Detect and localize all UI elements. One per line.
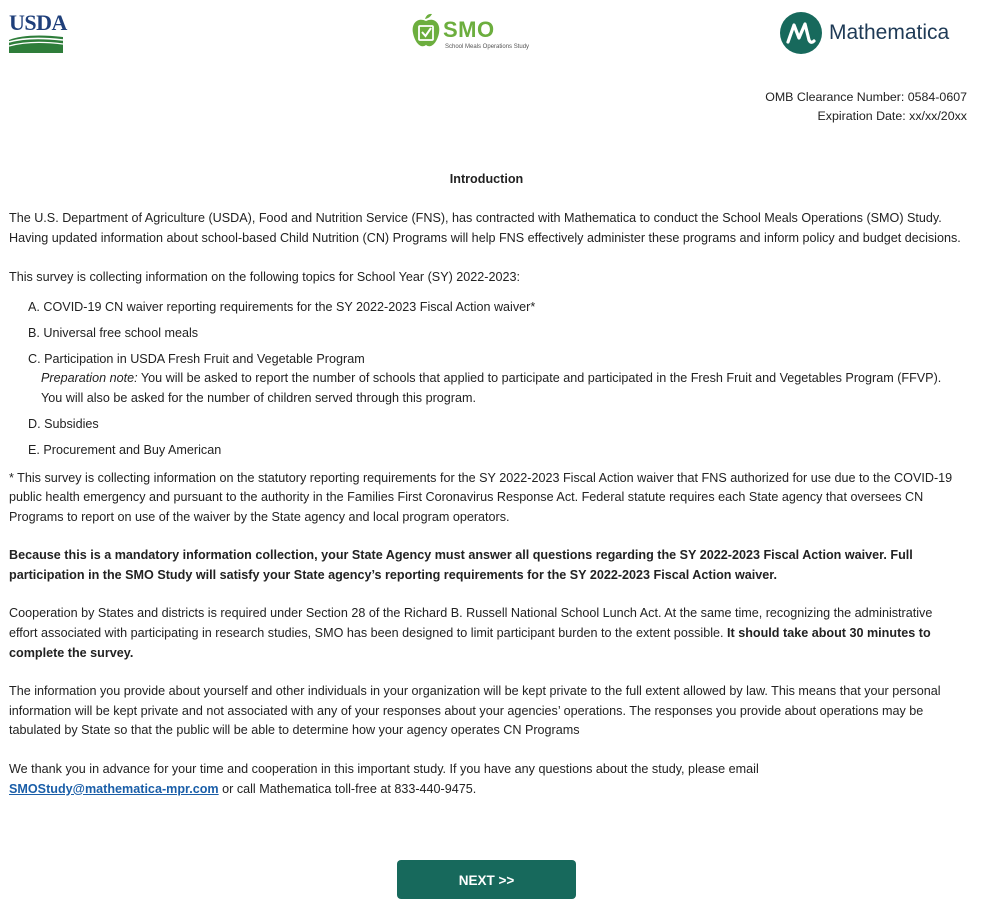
usda-logo-swoosh-icon <box>9 33 63 53</box>
mandatory-notice: Because this is a mandatory information collection, your State Agency must answer all questions regarding the SY 2022-2023 Fiscal Action waiver. Full participation in the SMO Study will satisfy your State agency’s reporting requirements for the SY 2022-2023 Fiscal Action waiver. <box>9 548 913 582</box>
topics-intro: This survey is collecting information on the following topics for School Year (SY) 2022-2023: <box>9 270 521 285</box>
usda-logo-text: USDA <box>9 10 67 35</box>
privacy-paragraph: The information you provide about yourself and other individuals in your organization will be kept private to the full extent allowed by law. This means that your personal information will be kept private and not associated with any of your responses about your agencies’ operations. The responses you provide about operations may be tabulated by State so that the public will be able to determine how your agency operates CN Programs <box>9 684 941 738</box>
intro-paragraph: The U.S. Department of Agriculture (USDA), Food and Nutrition Service (FNS), has contracted with Mathematica to conduct the School Meals Operations (SMO) Study. Having updated information about school-based Child Nutrition (CN) Programs will help FNS effectively administer these programs and inform policy and budget decisions. <box>9 211 961 245</box>
omb-info <box>765 88 967 126</box>
mathematica-logo <box>779 11 969 55</box>
footnote: * This survey is collecting information on the statutory reporting requirements for the SY 2022-2023 Fiscal Action waiver that FNS authorized for use due to the COVID-19 public health emergency and pursuant to the authority in the Families First Coronavirus Response Act. Federal statute requires each State agency that oversees CN Programs to report on use of the waiver by the State agency and local program operators. <box>9 470 953 524</box>
topic-item-c <box>28 350 964 409</box>
intro-content <box>9 209 964 818</box>
usda-logo <box>9 10 67 52</box>
topic-item-c-label: C. Participation in USDA Fresh Fruit and Vegetable Program <box>28 351 365 366</box>
preparation-note <box>28 369 946 408</box>
smo-logo-subtitle: School Meals Operations Study <box>445 44 530 50</box>
phone-text: or call Mathematica toll-free at 833-440-9475. <box>218 781 477 796</box>
topic-item-a: A. COVID-19 CN waiver reporting requirements for the SY 2022-2023 Fiscal Action waiver* <box>28 299 536 314</box>
topic-item-d: D. Subsidies <box>28 416 99 431</box>
mathematica-logo-text: Mathematica <box>829 21 950 44</box>
cooperation-text: Cooperation by States and districts is required under Section 28 of the Richard B. Russell National School Lunch Act. At the same time, recognizing the administrative effort associated with participating in research studies, SMO has been designed to limit participant burden to the extent possible. <box>9 606 933 641</box>
topic-item-e: E. Procurement and Buy American <box>28 442 222 457</box>
completion-time: It should take about 30 minutes to complete the survey. <box>9 626 931 660</box>
page-title: Introduction <box>449 172 524 186</box>
contact-paragraph <box>9 760 964 799</box>
topic-item-b: B. Universal free school meals <box>28 325 199 340</box>
omb-clearance-number: OMB Clearance Number: 0584-0607 <box>765 90 967 104</box>
email-link[interactable]: SMOStudy@mathematica-mpr.com <box>9 781 219 796</box>
thanks-text: We thank you in advance for your time and cooperation in this important study. If you have any questions about the study, please email <box>9 762 759 777</box>
preparation-note-label: Preparation note: <box>41 371 138 386</box>
omb-expiration-date: Expiration Date: xx/xx/20xx <box>817 109 967 123</box>
preparation-note-text: You will be asked to report the number of schools that applied to participate and participated in the Fresh Fruit and Vegetables Program (FFVP). You will also be asked for the number of children served through this program. <box>41 371 942 405</box>
topics-list <box>9 298 964 461</box>
page-header <box>0 0 983 70</box>
mathematica-m-icon <box>779 11 823 55</box>
apple-checkbox-icon <box>410 13 442 49</box>
smo-logo <box>410 13 545 53</box>
cooperation-paragraph <box>9 604 964 663</box>
next-button[interactable]: NEXT >> <box>397 860 576 899</box>
smo-logo-text: SMO <box>443 17 495 42</box>
